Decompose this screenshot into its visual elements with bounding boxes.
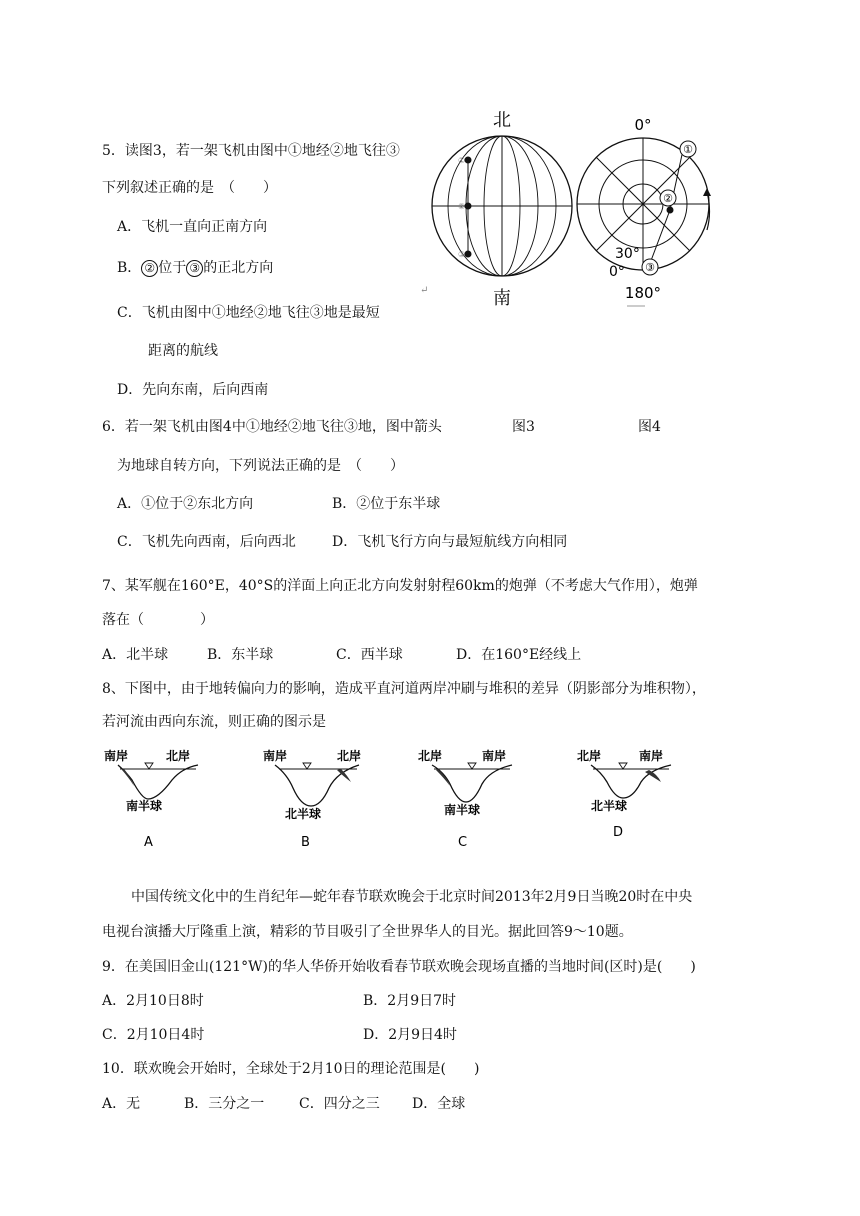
fig3-north-label: 北 <box>493 110 511 131</box>
fig3-south-label: 南 <box>493 288 511 309</box>
fig3-caption: 图3 <box>512 419 535 435</box>
q5-option-b: B． ② 位于 ③ 的正北方向 <box>117 260 274 276</box>
q7-stem-line2: 落在（ ） <box>102 612 214 628</box>
diagram-b-letter: B <box>301 835 310 850</box>
q6-option-c: C．飞机先向西南，后向西北 <box>117 534 296 550</box>
fig4-caption: 图4 <box>638 419 661 435</box>
q8-stem-line2: 若河流由西向东流，则正确的图示是 <box>102 714 326 730</box>
q7-stem-line1: 7、某军舰在160°E，40°S的洋面上向正北方向发射射程60km的炮弹（不考虑大气作用），炮弹 <box>102 578 698 594</box>
diagram-a-right-bank: 北岸 <box>166 749 191 763</box>
fig3-point-1: ① <box>458 156 466 165</box>
diagram-a-hemisphere: 南半球 <box>126 799 163 813</box>
q7-option-c: C．西半球 <box>336 647 403 663</box>
passage-line1: 中国传统文化中的生肖纪年—蛇年春节联欢晚会于北京时间2013年2月9日当晚20时在中央 <box>131 889 693 905</box>
q5-option-c-line2: 距离的航线 <box>148 343 218 359</box>
q9-option-c: C．2月10日4时 <box>102 1027 205 1043</box>
figure-3-globe <box>432 108 572 308</box>
fig4-point-3: ③ <box>645 261 655 274</box>
diagram-b-hemisphere: 北半球 <box>285 807 322 821</box>
q10-option-d: D．全球 <box>412 1096 466 1112</box>
diagram-d-letter: D <box>613 825 624 840</box>
fig4-point-1: ① <box>683 143 693 156</box>
river-diagram-b <box>259 744 369 852</box>
q6-stem-line2: 为地球自转方向，下列说法正确的是 （ ） <box>117 458 404 474</box>
fig4-lat30-label: 30° <box>615 246 640 262</box>
river-diagram-d <box>573 744 683 852</box>
q6-option-d: D．飞机飞行方向与最短航线方向相同 <box>332 534 568 550</box>
q7-option-b: B．东半球 <box>207 647 274 663</box>
q5-option-d: D．先向东南，后向西南 <box>117 382 269 398</box>
q9-option-b: B．2月9日7时 <box>363 993 457 1009</box>
diagram-b-left-bank: 南岸 <box>263 749 288 763</box>
q10-option-a: A．无 <box>102 1096 141 1112</box>
q10-option-b: B．三分之一 <box>184 1096 265 1112</box>
q7-option-a: A．北半球 <box>102 647 169 663</box>
diagram-c-letter: C <box>458 835 468 850</box>
q5-stem-line1: 5．读图3，若一架飞机由图中①地经②地飞往③ <box>102 143 400 159</box>
q6-stem-line1: 6．若一架飞机由图4中①地经②地飞往③地，图中箭头 <box>102 419 442 435</box>
q8-stem-line1: 8、下图中，由于地转偏向力的影响，造成平直河道两岸冲刷与堆积的差异（阴影部分为堆积物）， <box>102 681 706 697</box>
fig3-point-2: ② <box>458 202 466 211</box>
q5-option-a: A．飞机一直向正南方向 <box>117 219 268 235</box>
q7-option-d: D．在160°E经线上 <box>456 647 582 663</box>
figure-4-polar <box>575 112 720 312</box>
diagram-c-left-bank: 北岸 <box>418 749 443 763</box>
diagram-b-right-bank: 北岸 <box>337 749 362 763</box>
diagram-a-letter: A <box>144 835 153 850</box>
q9-option-d: D．2月9日4时 <box>363 1027 457 1043</box>
return-mark: ↵ <box>420 285 429 296</box>
river-diagram-a <box>100 744 210 852</box>
q5-stem-line2: 下列叙述正确的是 （ ） <box>102 180 277 196</box>
q5-option-c-line1: C．飞机由图中①地经②地飞往③地是最短 <box>117 305 380 321</box>
q6-option-a: A．①位于②东北方向 <box>117 496 254 512</box>
circled-3: ③ <box>186 260 203 277</box>
diagram-c-right-bank: 南岸 <box>482 749 507 763</box>
circled-2: ② <box>141 260 158 277</box>
diagram-d-right-bank: 南岸 <box>639 749 664 763</box>
q9-stem: 9．在美国旧金山(121°W)的华人华侨开始收看春节联欢晚会现场直播的当地时间(区时)是( ) <box>102 959 696 975</box>
river-diagram-c <box>414 744 524 852</box>
fig3-point-3: ③ <box>458 250 466 259</box>
q9-option-a: A．2月10日8时 <box>102 993 204 1009</box>
q6-option-b: B．②位于东半球 <box>332 496 441 512</box>
diagram-c-hemisphere: 南半球 <box>444 803 481 817</box>
diagram-d-left-bank: 北岸 <box>577 749 602 763</box>
passage-line2: 电视台演播大厅隆重上演，精彩的节目吸引了全世界华人的目光。据此回答9～10题。 <box>102 924 633 940</box>
fig4-lon0-label: 0° <box>634 116 652 134</box>
fig4-lat0-label: 0° <box>609 264 625 280</box>
diagram-d-hemisphere: 北半球 <box>591 799 628 813</box>
fig4-point-2: ② <box>663 192 673 205</box>
q10-stem: 10．联欢晚会开始时，全球处于2月10日的理论范围是( ) <box>102 1061 480 1077</box>
diagram-a-left-bank: 南岸 <box>104 749 129 763</box>
fig4-lon180-label: 180° <box>624 284 662 302</box>
q10-option-c: C．四分之三 <box>299 1096 380 1112</box>
